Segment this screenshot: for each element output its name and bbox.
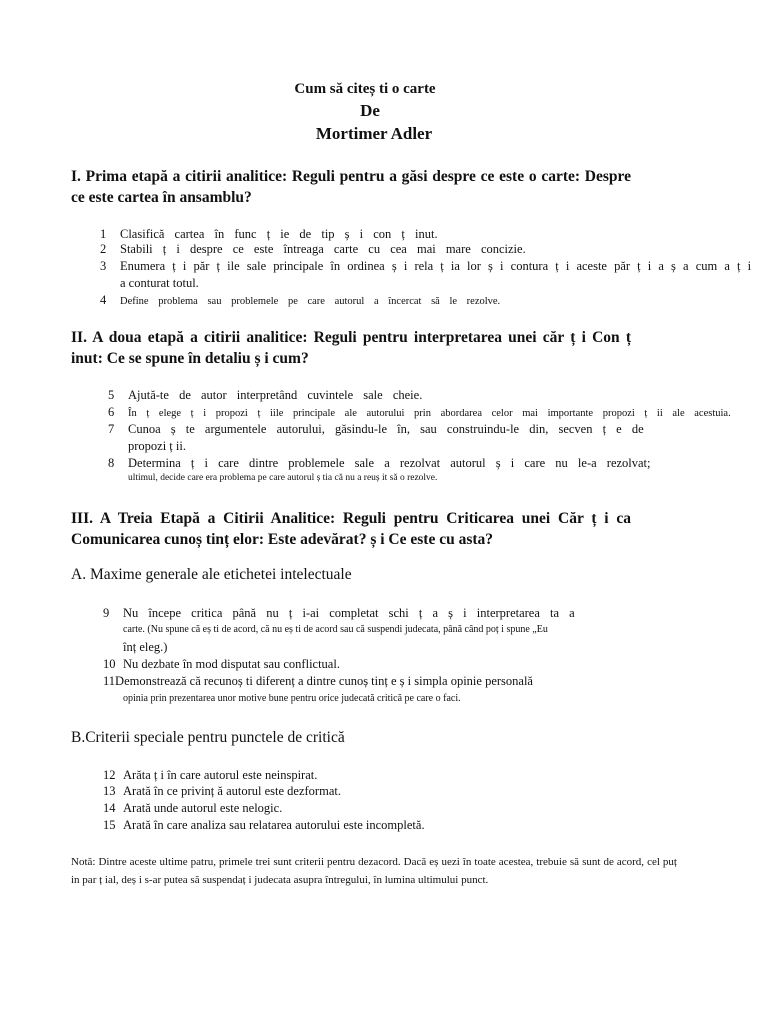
list-item: 5 Ajută-te de autor interpretând cuvintele sale cheie.: [108, 388, 423, 402]
list-item-continuation: propozi ț ii.: [128, 439, 186, 453]
list-item: 3 Enumera ț i păr ț ile sale principale în ordinea ș i rela ț ia lor ș i contura ț i aceste păr ț i a ș a cum a ț i: [100, 259, 752, 273]
list-item: 15 Arată în care analiza sau relatarea autorului este incompletă.: [103, 818, 425, 832]
list-item: 9 Nu începe critica până nu ț i-ai completat schi ț a ș i interpretarea ta a: [103, 606, 575, 620]
list-item-continuation: a conturat totul.: [120, 276, 199, 290]
subsection-a-title: A. Maxime generale ale etichetei intelectuale: [71, 566, 352, 583]
subsection-b-title: B.Criterii speciale pentru punctele de critică: [71, 729, 345, 746]
list-item-continuation: carte. (Nu spune că eș ti de acord, că nu eș ti de acord sau că suspendi judecata, până când poț i spune „Eu: [123, 624, 548, 635]
list-item: 11Demonstrează că recunoș ti diferenț a dintre cunoș tinț e ș i simpla opinie personală: [103, 674, 533, 688]
section-2-heading: II. A doua etapă a citirii analitice: Reguli pentru interpretarea unei căr ț i Con ț inut: Ce se spune în detaliu ș i cum?: [71, 329, 631, 367]
list-item-continuation: ultimul, decide care era problema pe care autorul ș tia că nu a reuș it să o rezolve.: [128, 473, 438, 483]
list-item: 14 Arată unde autorul este nelogic.: [103, 801, 283, 815]
list-item: 1 Clasifică cartea în func ț ie de tip ș i con ț inut.: [100, 227, 438, 241]
document-title: [0, 78, 768, 146]
list-item: 2 Stabili ț i despre ce este întreaga carte cu cea mai mare concizie.: [100, 242, 526, 256]
list-item-continuation: opinia prin prezentarea unor motive bune pentru orice judecată critică pe care o faci.: [123, 693, 461, 704]
list-item: 13 Arată în ce privinț ă autorul este dezformat.: [103, 784, 341, 798]
list-item: 12 Arăta ț i în care autorul este neinspirat.: [103, 768, 318, 782]
list-item: 7 Cunoa ș te argumentele autorului, găsindu-le în, sau construindu-le din, secven ț e de: [108, 422, 644, 436]
section-3-heading: III. A Treia Etapă a Citirii Analitice: Reguli pentru Criticarea unei Căr ț i ca Comunicarea cunoș tinț elor: Este adevărat? ș i Ce este cu asta?: [71, 510, 631, 548]
title-line-1: Cum să citeș ti o carte: [294, 81, 436, 97]
section-1-heading: I. Prima etapă a citirii analitice: Reguli pentru a găsi despre ce este o carte: Despre ce este cartea în ansamblu?: [71, 168, 631, 206]
list-item: 4 Define problema sau problemele pe care autorul a încercat să le rezolve.: [100, 293, 501, 307]
list-item: 8 Determina ț i care dintre problemele sale a rezolvat autorul ș i care nu le-a rezolvat;: [108, 456, 651, 470]
list-item: 6 În ț elege ț i propozi ț iile principale ale autorului prin abordarea celor mai importante propozi ț ii ale acestuia.: [108, 405, 731, 419]
list-item-continuation: înț eleg.): [123, 640, 168, 654]
title-line-2: De: [360, 101, 380, 120]
list-item: 10 Nu dezbate în mod disputat sau conflictual.: [103, 657, 340, 671]
closing-note: Notă: Dintre aceste ultime patru, primele trei sunt criterii pentru dezacord. Dacă eș uezi în toate acestea, trebuie să sunt de acord, cel puț in par ț ial, deș i s-ar putea să suspendaț i judecata asupra întregului, în lumina ultimului punct.: [71, 856, 677, 886]
title-author: Mortimer Adler: [315, 124, 433, 143]
